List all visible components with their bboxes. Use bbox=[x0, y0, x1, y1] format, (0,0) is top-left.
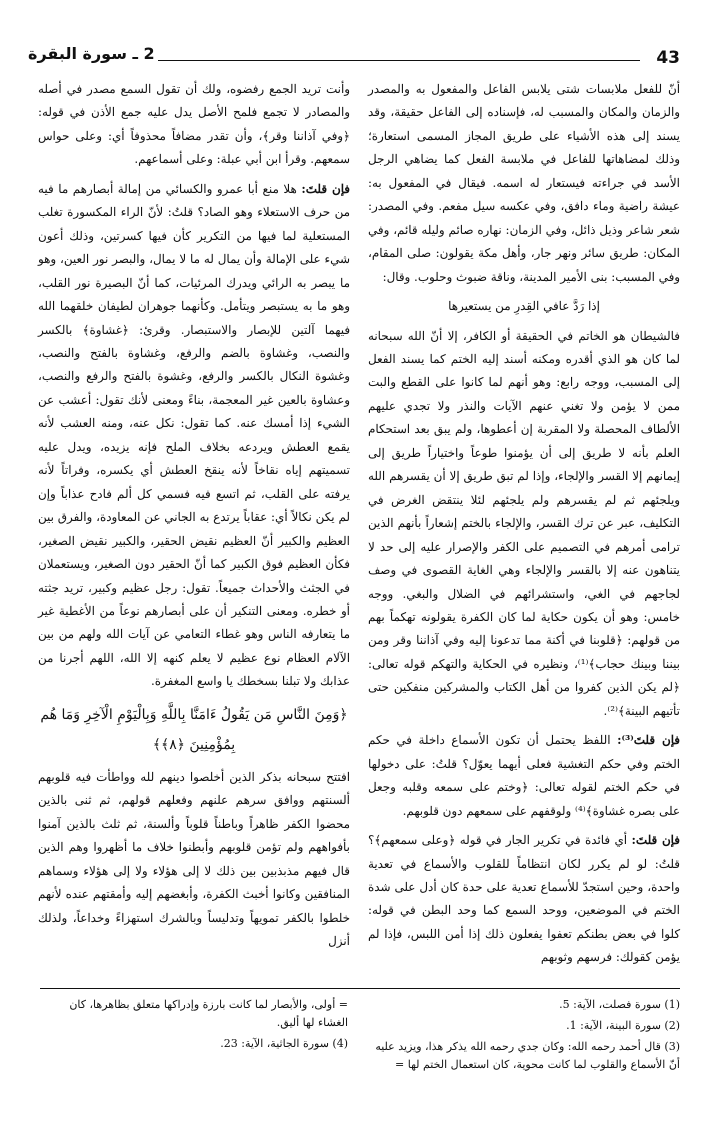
paragraph-text: هلا منع أبا عمرو والكسائي من إمالة أبصارهم ما فيه من حرف الاستعلاء وهو الصاد؟ قلتُ: لأنّ الراء المكسورة تغلب المستعلية لما فيها من التكرير كأن فيها كسرتين، وذلك أعون شيء على الإمالة وأن يمال له ما لا يمال، والبصر نور العين، وهو ما يبصر به الرائي ويدرك المرئيات، كما أنّ البصيرة نور القلب، وهو ما به يستبصر ويتأمل. وكأنهما جوهران لطيفان خلقهما الله فيهما آلتين للإبصار والاستبصار. وقرئ: ﴿غشاوة﴾ بالكسر والنصب، وغشاوة بالضم والرفع، وغشاوة بالفتح والنصب، وغشوة النكال بالكسر والرفع، وغشوة بالفتح والرفع والنصب، وعشاوة بالعين غير المعجمة، بناءً ومعنى لأنك تقول: أعشب عن الشيء إذا أمسك عنه. كما تقول: نكل عنه، ومنه العشب لأنه يقمع العطش ويردعه بخلاف الملح فإنه يزيده، ويدل عليه تسميتهم إياه نقاخاً لأنه ينقخ العطش أي يكسره، وفراتاً لأنه يرفته على القلب، ثم اتسع فيه فسمي كل ألم فادح عذاباً وإن لم يكن نكالاً أي: عقاباً يرتدع به الجاني عن المعاودة، والفرق بين العظيم والكبير أنّ العظيم نقيض الحقير، والكبير نقيض الصغير، فكأن العظيم فوق الكبير كما أنّ الحقير دون الصغير، ويستعملان في الجثث والأحداث جميعاً. تقول: رجل عظيم وكبير، تريد جثته أو خطره. ومعنى التنكير أن على أبصارهم نوعاً من الأغطية غير ما يتعارفه الناس وهو غطاء التعامي عن آيات الله ولهم من بين الآلام العظام نوع عظيم لا يعلم كنهه إلا الله، اللهم أجرنا من عذابك ولا تبلنا بسخطك يا واسع المغفرة. bbox=[38, 181, 350, 689]
right-column bbox=[368, 78, 680, 976]
running-title: 2 ـ سورة البقرة bbox=[28, 44, 155, 63]
footnote: (3) قال أحمد رحمه الله: وكان جدي رحمه الله يذكر هذا، ويزيد عليه أنّ الأسماع والقلوب لما كانت محوية، كان استعمال الختم لها = bbox=[375, 1040, 680, 1071]
paragraph bbox=[38, 78, 350, 172]
page-header bbox=[28, 38, 680, 66]
paragraph bbox=[368, 78, 680, 289]
footnote: (4) سورة الجاثية، الآية: 23. bbox=[220, 1037, 348, 1050]
question-marker: فإن قلتَ: bbox=[631, 833, 680, 848]
footnote: (2) سورة البينة، الآية: 1. bbox=[566, 1019, 680, 1032]
footnotes-left bbox=[38, 996, 348, 1056]
header-rule bbox=[158, 60, 640, 61]
page-number: 43 bbox=[656, 48, 680, 68]
footnote-rule bbox=[40, 988, 680, 989]
left-column bbox=[38, 78, 350, 959]
paragraph bbox=[368, 325, 680, 724]
footnote: = أولى، والأبصار لما كانت بارزة وإدراكها متعلق بظاهرها، كان الغشاء لها أليق. bbox=[69, 998, 348, 1029]
paragraph-text: أي فائدة في تكرير الجار في قوله ﴿وعلى سمعهم﴾؟ قلتُ: لو لم يكرر لكان انتظاماً للقلوب والأسماع في تعدية واحدة، وحين استجدّ للأسماع تعدية على حدة كان أدل على شدة الختم في الموضعين، ووحد السمع كما وحد البطن في قوله: كلوا في بعض بطنكم تعفوا يفعلون ذلك إذا أمن اللبس، فإذا لم يؤمن كقولك: فرسهم وثوبهم bbox=[368, 833, 680, 965]
paragraph-text: فالشيطان هو الخاتم في الحقيقة أو الكافر، إلا أنّ الله سبحانه لما كان هو الذي أقدره ومكنه أسند إليه الختم كما يسند الفعل إلى المسبب، ووجه رابع: وهو أنهم لما كانوا على القطع والبت ممن لا يؤمن ولا تغني عنهم الآيات والنذر ولا تجدي عليهم الألطاف المحصلة ولا المقربة إن أعطوها، ولم يبق بعد استحكام العلم بأنه لا طريق إلى أن يؤمنوا طوعاً واختياراً طريق إلى إيمانهم إلا القسر والإلجاء، وإذا لم تبق طريق إلا أن يقسرهم الله ويلجئهم ثم لم يقسرهم ولم يلجئهم لئلا ينتقض الغرض في التكليف، عبر عن ترك القسر، والإلجاء بالختم إشعاراً بأنهم الذين ترامى أمرهم في التصميم على الكفر والإصرار عليه إلى حد لا يتناهون عنه إلا بالقسر والإلجاء وهي الغاية القصوى في وصف لجاجهم في الغي، واستشرائهم في الضلال والبغي. ووجه خامس: وهو أن يكون حكاية لما كان الكفرة يقولونه تهكماً بهم من قولهم: ﴿قلوبنا في أكنة مما تدعونا إليه وفي آذاننا وقر ومن بيننا وبينك حجاب﴾⁽¹⁾، ونظيره في الحكاية والتهكم قوله تعالى: ﴿لم يكن الذين كفروا من أهل الكتاب والمشركين منفكين حتى تأتيهم البينة﴾⁽²⁾. bbox=[368, 328, 680, 718]
question-marker: فإن قلتَ⁽³⁾: bbox=[617, 733, 680, 748]
paragraph-text: وأنت تريد الجمع رفضوه، ولك أن تقول السمع مصدر في أصله والمصادر لا تجمع فلمح الأصل يدل عليه جمع الأذن في قوله: ﴿وفي آذاننا وقر﴾، وأن تقدر مضافاً محذوفاً أي: وعلى حواس سمعهم. وقرأ ابن أبي عبلة: وعلى أسماعهم. bbox=[38, 82, 350, 167]
paragraph bbox=[38, 766, 350, 954]
paragraph bbox=[368, 729, 680, 823]
paragraph-text: أنّ للفعل ملابسات شتى يلابس الفاعل والمفعول به والمصدر والزمان والمكان والمسبب له، فإسناده إلى الفاعل حقيقة، وقد يسند إلى هذه الأشياء على طريق المجاز المسمى استعارة؛ وذلك لمضاهاتها للفاعل في ملابسة الفعل كما يضاهي الرجل الأسد في جراءته فيستعار له اسمه. فيقال في المفعول به: عيشة راضية وماء دافق، وفي عكسه سيل مفعم. وفي المصدر: شعر شاعر وذيل ذائل، وفي الزمان: نهاره صائم وليله قائم، وفي المكان: طريق سائر ونهر جار، وأهل مكة يقولون: صلى المقام، وفي المسبب: بنى الأمير المدينة، وناقة ضبوث وحلوب. وقال: bbox=[368, 82, 680, 284]
footnotes-right bbox=[370, 996, 680, 1077]
paragraph-text: اللفظ يحتمل أن تكون الأسماع داخلة في حكم الختم وفي حكم التغشية فعلى أيهما يعوّل؟ قلتُ: على دخولها في حكم الختم لقوله تعالى: ﴿وختم على سمعه وقلبه وجعل على بصره غشاوة﴾⁽⁴⁾ ولوقفهم على سمعهم دون قلوبهم. bbox=[368, 733, 680, 818]
question-marker: فإن قلتَ: bbox=[301, 181, 350, 196]
paragraph bbox=[38, 178, 350, 694]
quran-verse: ﴿وَمِنَ النَّاسِ مَن يَقُولُ ءَامَنَّا بِاللَّهِ وَبِالْيَوْمِ الْآخِرِ وَمَا هُم بِمُؤْمِنِينَ ﴿٨﴾﴾ bbox=[40, 706, 348, 753]
poetry-verse: إذا رَدَّ عافي القِدرِ من يستعيرها bbox=[448, 299, 600, 314]
paragraph-text: افتتح سبحانه بذكر الذين أخلصوا دينهم لله وواطأت فيه قلوبهم ألسنتهم ووافق سرهم علنهم وفعلهم قولهم، ثم ثنى بالذين محضوا الكفر ظاهراً وباطناً قلوباً وألسنة، ثم ثلث بالذين آمنوا بأفواههم ولم تؤمن قلوبهم وأبطنوا خلاف ما أظهروا وهم الذين قال فيهم مذبذبين بين ذلك لا إلى هؤلاء ولا إلى هؤلاء وسماهم المنافقين وكانوا أخبث الكفرة، وأبغضهم إليه وأمقتهم عنده لأنهم خلطوا بالكفر تمويهاً وتدليساً وبالشرك استهزاءً وخداعاً، ولذلك أنزل bbox=[38, 769, 350, 948]
footnote: (1) سورة فصلت، الآية: 5. bbox=[559, 998, 680, 1011]
paragraph bbox=[368, 829, 680, 970]
